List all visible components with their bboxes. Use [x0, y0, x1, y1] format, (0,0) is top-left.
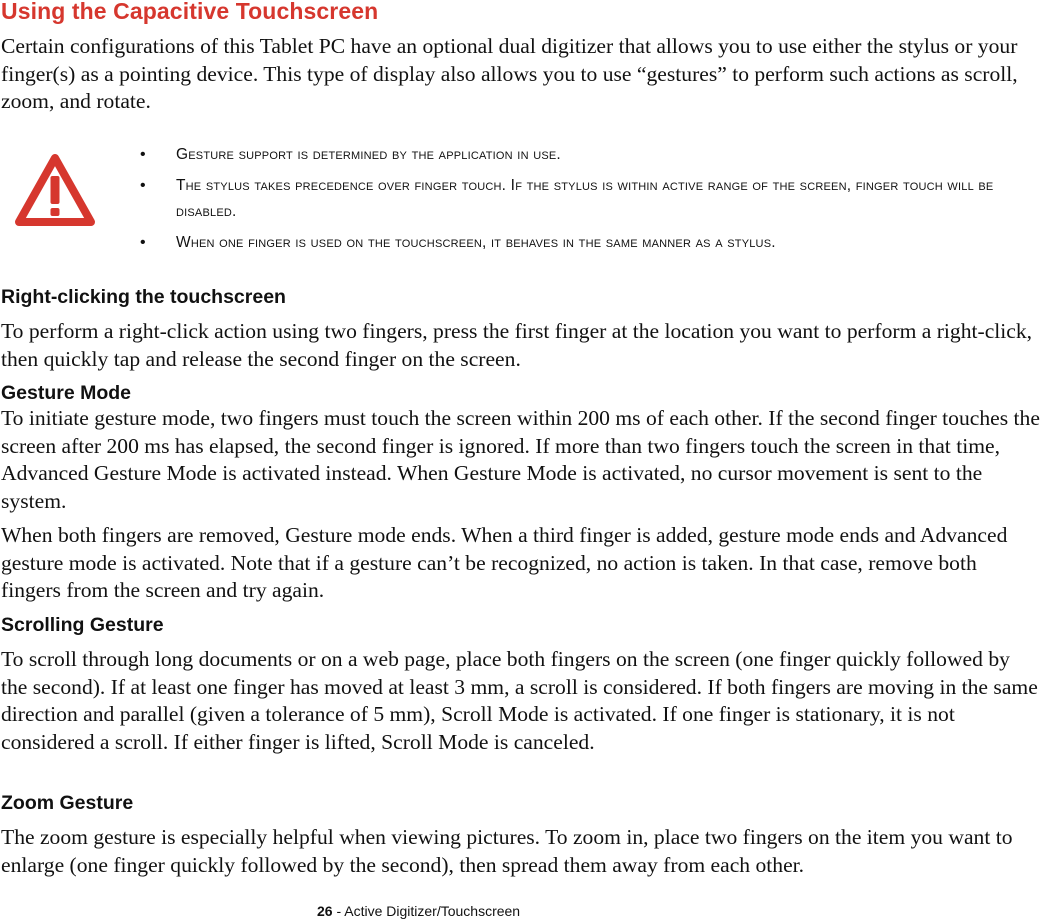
section-heading-right-click: Right-clicking the touchscreen: [1, 286, 286, 308]
bullet-icon: •: [140, 234, 146, 251]
section-heading-gesture-mode: Gesture Mode: [1, 382, 132, 404]
scrolling-paragraph: To scroll through long documents or on a web page, place both fingers on the screen (one finger quickly followed by the second). If at least one finger has moved at least 3 mm, a scroll is considered. If both fingers are moving in the same direction and parallel (given a tolerance of 5 mm), Scroll Mode is activated. If one finger is stationary, it is not considered a scroll. If either finger is lifted, Scroll Mode is canceled.: [1, 647, 1038, 754]
warning-exclamation-icon: [13, 152, 97, 228]
caution-note-text: The stylus takes precedence over finger touch. If the stylus is within active range of the screen, finger touch will be disabled.: [176, 177, 994, 220]
right-click-paragraph: To perform a right-click action using two fingers, press the first finger at the location you want to perform a right-click, then quickly tap and release the second finger on the screen.: [1, 319, 1033, 371]
bullet-icon: •: [140, 146, 146, 163]
footer-separator: -: [332, 903, 345, 919]
zoom-paragraph: The zoom gesture is especially helpful when viewing pictures. To zoom in, place two fingers on the item you want to enlarge (one finger quickly followed by the second), then spread them away from each other.: [1, 825, 1013, 877]
caution-notes-list: [140, 142, 1040, 256]
page-number: 26: [317, 903, 333, 919]
page-title: Using the Capacitive Touchscreen: [1, 0, 379, 24]
caution-note-text: When one finger is used on the touchscreen, it behaves in the same manner as a stylus.: [176, 234, 776, 251]
bullet-icon: •: [140, 177, 146, 194]
intro-paragraph: Certain configurations of this Tablet PC have an optional dual digitizer that allows you to use either the stylus or your finger(s) as a pointing device. This type of display also allows you to use “gestures” to perform such actions as scroll, zoom, and rotate.: [1, 34, 1018, 113]
caution-note-item: [140, 173, 1040, 225]
page-footer: [317, 903, 520, 919]
caution-note-item: [140, 230, 1040, 256]
caution-note-text: Gesture support is determined by the application in use.: [176, 146, 561, 163]
gesture-mode-paragraph-1: To initiate gesture mode, two fingers must touch the screen within 200 ms of each other. If the second finger touches the screen after 200 ms has elapsed, the second finger is ignored. If more than two fingers touch the screen in that time, Advanced Gesture Mode is activated instead. When Gesture Mode is activated, no cursor movement is sent to the system.: [1, 406, 1040, 513]
caution-note-item: [140, 142, 1040, 168]
section-heading-scrolling: Scrolling Gesture: [1, 614, 164, 636]
gesture-mode-paragraph-2: When both fingers are removed, Gesture mode ends. When a third finger is added, gesture mode ends and Advanced gesture mode is activated. Note that if a gesture can’t be recognized, no action is taken. In that case, remove both fingers from the screen and try again.: [1, 523, 1008, 602]
footer-section-name: Active Digitizer/Touchscreen: [344, 903, 521, 919]
section-heading-zoom: Zoom Gesture: [1, 792, 134, 814]
